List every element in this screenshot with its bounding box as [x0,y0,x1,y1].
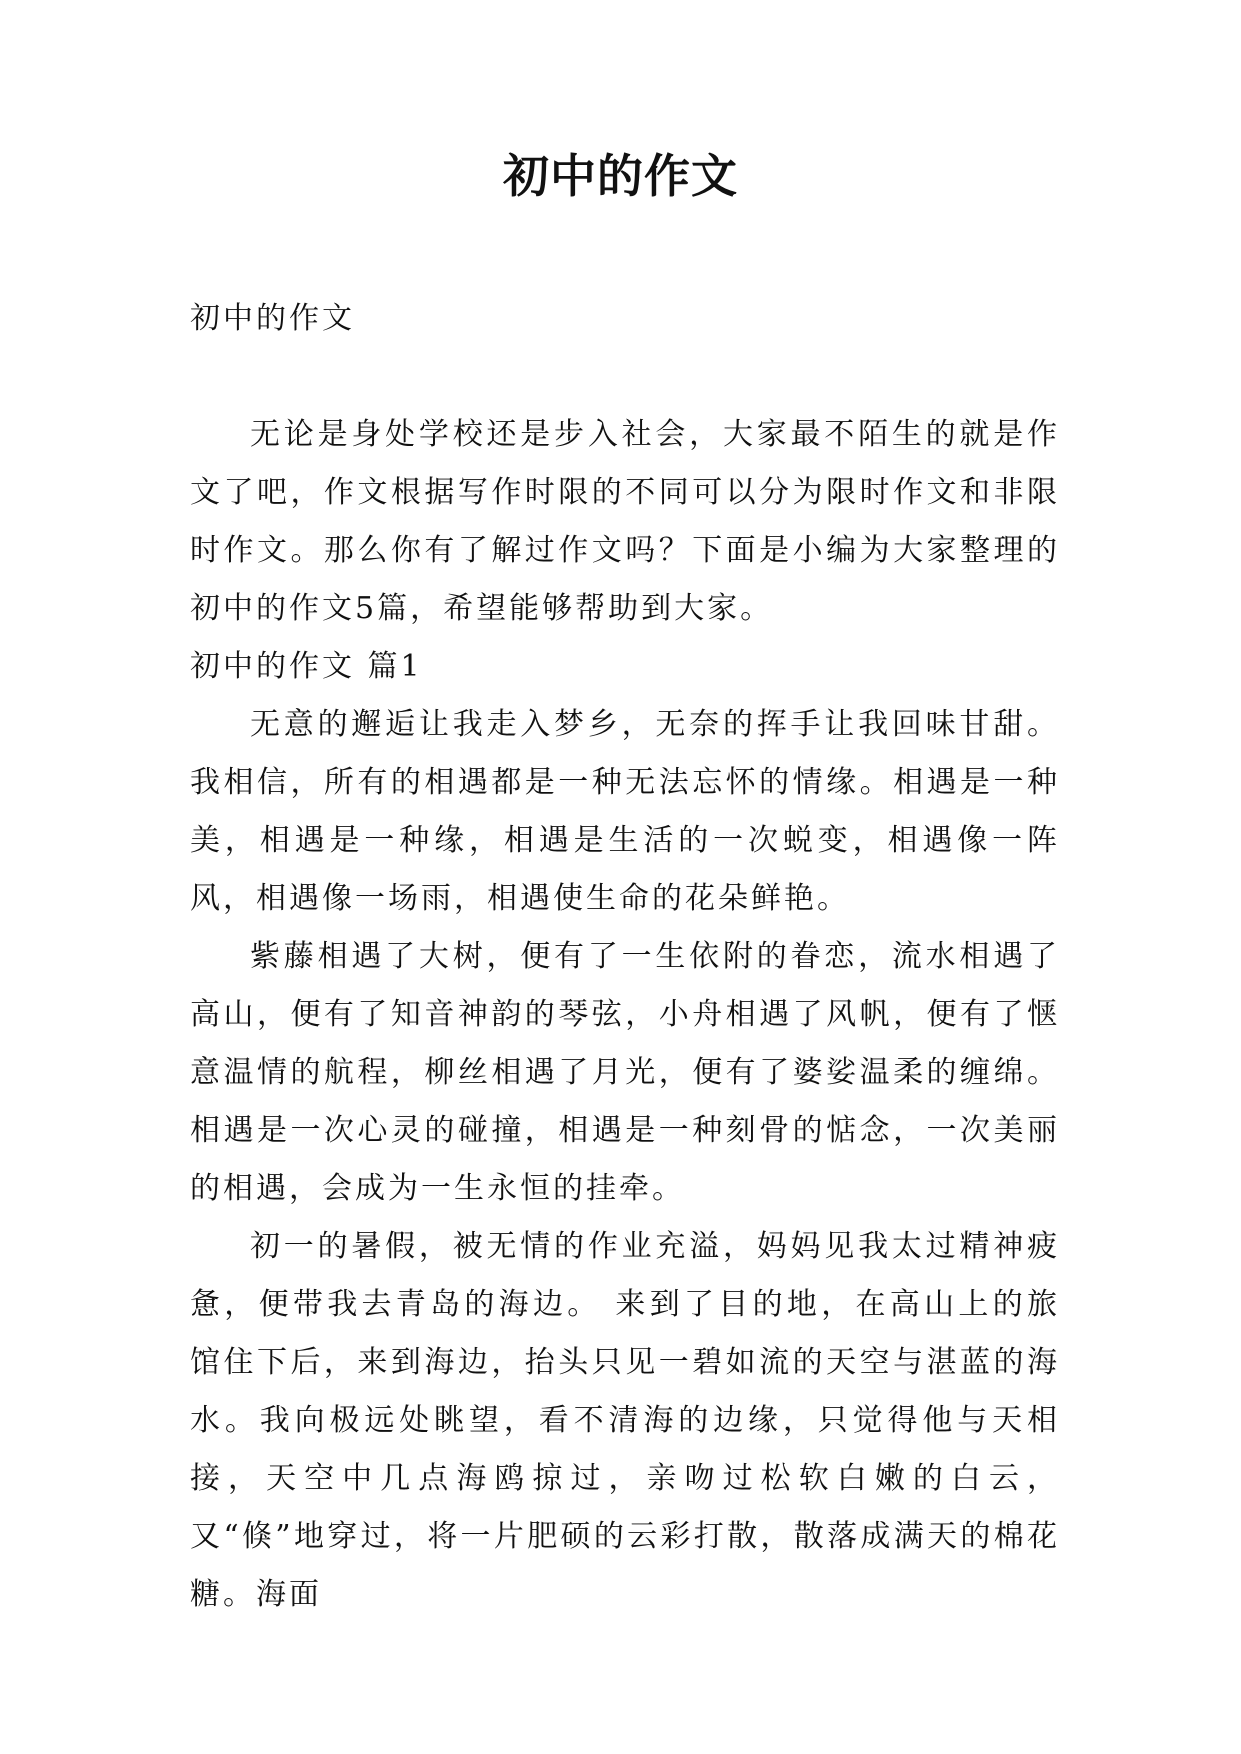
body-paragraph: 无意的邂逅让我走入梦乡，无奈的挥手让我回味甘甜。我相信，所有的相遇都是一种无法忘怀的情缘。相遇是一种美，相遇是一种缘，相遇是生活的一次蜕变，相遇像一阵风，相遇像一场雨，相遇使生命的花朵鲜艳。 [190,707,1060,916]
body-paragraph: 初一的暑假，被无情的作业充溢，妈妈见我太过精神疲惫，便带我去青岛的海边。 来到了目的地，在高山上的旅馆住下后，来到海边，抬头只见一碧如流的天空与湛蓝的海水。我向极远处眺望，看不清海的边缘，只觉得他与天相接，天空中几点海鸥掠过，亲吻过松软白嫩的白云，又“倏”地穿过，将一片肥硕的云彩打散，散落成满天的棉花糖。海面 [190,1229,1060,1612]
section-heading: 初中的作文 篇1 [190,649,423,684]
body-paragraph: 紫藤相遇了大树，便有了一生依附的眷恋，流水相遇了高山，便有了知音神韵的琴弦，小舟相遇了风帆，便有了惬意温情的航程，柳丝相遇了月光，便有了婆娑温柔的缠绵。相遇是一次心灵的碰撞，相遇是一种刻骨的惦念，一次美丽的相遇，会成为一生永恒的挂牵。 [190,939,1060,1206]
document-body [190,290,1060,1624]
document-title: 初中的作文 [503,149,738,203]
document-subtitle: 初中的作文 [190,301,355,336]
intro-paragraph: 无论是身处学校还是步入社会，大家最不陌生的就是作文了吧，作文根据写作时限的不同可以分为限时作文和非限时作文。那么你有了解过作文吗？下面是小编为大家整理的初中的作文5篇，希望能够帮助到大家。 [190,417,1060,626]
